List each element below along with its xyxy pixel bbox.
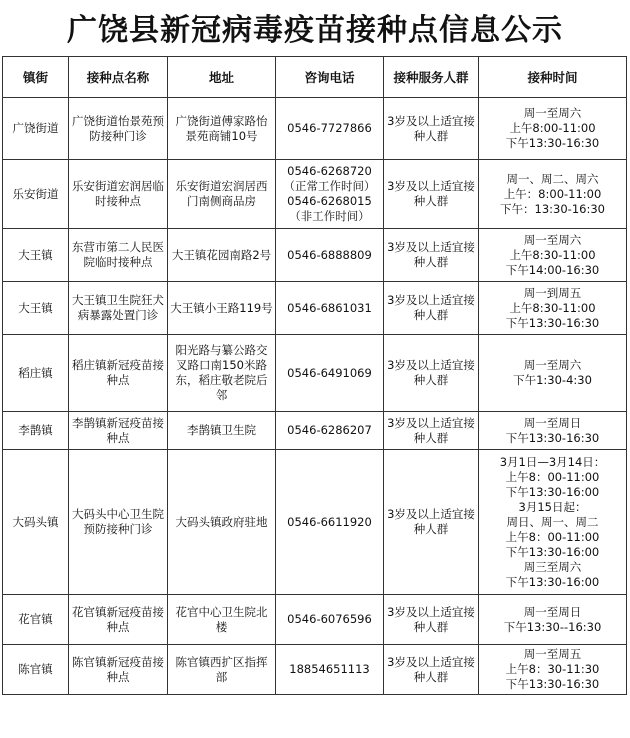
table-header-row (3, 57, 627, 98)
time-line: 上午8：00-11:00 (505, 529, 600, 544)
phone-line: 0546-6611920 (287, 514, 372, 529)
table-row (3, 282, 627, 335)
cell-address: 乐安街道宏润居西门南侧商品房 (168, 160, 276, 229)
cell-service-group: 3岁及以上适宜接种人群 (384, 412, 479, 450)
cell-service-group: 3岁及以上适宜接种人群 (384, 450, 479, 595)
table-row (3, 595, 627, 645)
phone-line: 18854651113 (289, 662, 370, 676)
phone-line: （正常工作时间） (283, 179, 376, 193)
time-line: 下午1:30-4:30 (513, 373, 592, 387)
page-title: 广饶县新冠病毒疫苗接种点信息公示 (67, 13, 563, 48)
time-line: 周一至周六 (523, 358, 582, 372)
time-line: 上午8：00-11:00 (505, 469, 600, 484)
phone-line: 0546-7727866 (287, 121, 372, 135)
cell-town: 广饶街道 (3, 98, 69, 160)
time-line: 3月15日起： (518, 499, 587, 514)
cell-site-name: 大王镇卫生院狂犬病暴露处置门诊 (69, 282, 168, 335)
cell-service-group: 3岁及以上适宜接种人群 (384, 335, 479, 412)
time-line: 上午8:00-11:00 (509, 121, 596, 135)
header-vaccination-time: 接种时间 (479, 57, 627, 98)
time-line: 周日、周一、周二 (506, 514, 599, 529)
cell-phone (276, 335, 384, 412)
phone-line: 0546-6268015 (287, 194, 372, 208)
table-row (3, 229, 627, 282)
cell-town: 大王镇 (3, 282, 69, 335)
time-line: 周一至周日 (523, 415, 582, 430)
cell-service-group: 3岁及以上适宜接种人群 (384, 98, 479, 160)
cell-town: 乐安街道 (3, 160, 69, 229)
cell-site-name: 广饶街道怡景苑预防接种门诊 (69, 98, 168, 160)
cell-phone (276, 282, 384, 335)
phone-line: （非工作时间） (289, 209, 370, 223)
phone-line: 0546-6268720 (287, 164, 372, 178)
time-line: 周一、周二、周六 (506, 171, 599, 186)
time-line: 下午13:30-16:30 (505, 136, 600, 150)
cell-vaccination-time (479, 335, 627, 412)
time-line: 上午8:30-11:00 (509, 247, 596, 262)
time-line: 下午13:30-16:00 (505, 574, 600, 589)
cell-vaccination-time (479, 645, 627, 695)
cell-vaccination-time (479, 229, 627, 282)
time-line: 3月1日—3月14日： (499, 454, 606, 469)
cell-address: 陈官镇西扩区指挥部 (168, 645, 276, 695)
cell-vaccination-time (479, 98, 627, 160)
cell-phone (276, 160, 384, 229)
cell-vaccination-time (479, 450, 627, 595)
cell-phone (276, 229, 384, 282)
time-line: 下午13:30-16:00 (505, 484, 600, 499)
time-line: 上午8:30-11:00 (509, 300, 596, 315)
phone-line: 0546-6491069 (287, 365, 372, 380)
phone-line: 0546-6888809 (287, 247, 372, 262)
cell-phone (276, 98, 384, 160)
cell-site-name: 东营市第二人民医院临时接种点 (69, 229, 168, 282)
time-line: 下午13:30-16:30 (505, 430, 600, 445)
table-row (3, 335, 627, 412)
time-line: 上午：8:00-11:00 (503, 186, 602, 201)
cell-service-group: 3岁及以上适宜接种人群 (384, 645, 479, 695)
cell-site-name: 大码头中心卫生院预防接种门诊 (69, 450, 168, 595)
header-phone: 咨询电话 (276, 57, 384, 98)
cell-site-name: 乐安街道宏润居临时接种点 (69, 160, 168, 229)
cell-site-name: 李鹊镇新冠疫苗接种点 (69, 412, 168, 450)
time-line: 下午14:00-16:30 (505, 262, 600, 277)
table-row (3, 645, 627, 695)
time-line: 上午8：30-11:30 (505, 662, 600, 676)
cell-site-name: 花官镇新冠疫苗接种点 (69, 595, 168, 645)
time-line: 下午13:30-16:30 (505, 677, 600, 691)
header-town: 镇街 (3, 57, 69, 98)
cell-town: 大王镇 (3, 229, 69, 282)
cell-site-name: 稻庄镇新冠疫苗接种点 (69, 335, 168, 412)
time-line: 下午13:30-16:00 (505, 544, 600, 559)
cell-service-group: 3岁及以上适宜接种人群 (384, 595, 479, 645)
cell-address: 大码头镇政府驻地 (168, 450, 276, 595)
cell-service-group: 3岁及以上适宜接种人群 (384, 160, 479, 229)
cell-town: 陈官镇 (3, 645, 69, 695)
cell-phone (276, 450, 384, 595)
time-line: 周一至周六 (523, 106, 582, 120)
cell-phone (276, 595, 384, 645)
cell-vaccination-time (479, 412, 627, 450)
table-row (3, 450, 627, 595)
vaccination-sites-table (2, 56, 627, 695)
time-line: 周三至周六 (523, 559, 582, 574)
table-row (3, 412, 627, 450)
time-line: 周一到周五 (523, 285, 582, 300)
cell-phone (276, 412, 384, 450)
header-site-name: 接种点名称 (69, 57, 168, 98)
cell-site-name: 陈官镇新冠疫苗接种点 (69, 645, 168, 695)
cell-town: 李鹊镇 (3, 412, 69, 450)
time-line: 周一至周六 (523, 232, 582, 247)
cell-vaccination-time (479, 282, 627, 335)
cell-address: 大王镇小王路119号 (168, 282, 276, 335)
time-line: 下午13:30--16:30 (503, 619, 602, 634)
cell-service-group: 3岁及以上适宜接种人群 (384, 229, 479, 282)
time-line: 下午13:30-16:30 (505, 315, 600, 330)
cell-town: 花官镇 (3, 595, 69, 645)
cell-address: 广饶街道傅家路怡景苑商铺10号 (168, 98, 276, 160)
phone-line: 0546-6861031 (287, 300, 372, 315)
cell-town: 稻庄镇 (3, 335, 69, 412)
cell-address: 李鹊镇卫生院 (168, 412, 276, 450)
phone-line: 0546-6286207 (287, 423, 372, 437)
time-line: 周一至周五 (523, 647, 582, 661)
phone-line: 0546-6076596 (287, 612, 372, 626)
time-line: 周一至周日 (523, 604, 582, 619)
cell-address: 花官中心卫生院北楼 (168, 595, 276, 645)
cell-address: 大王镇花园南路2号 (168, 229, 276, 282)
cell-town: 大码头镇 (3, 450, 69, 595)
header-address: 地址 (168, 57, 276, 98)
cell-service-group: 3岁及以上适宜接种人群 (384, 282, 479, 335)
cell-phone (276, 645, 384, 695)
header-service-group: 接种服务人群 (384, 57, 479, 98)
table-row (3, 160, 627, 229)
table-row (3, 98, 627, 160)
cell-vaccination-time (479, 595, 627, 645)
time-line: 下午：13:30-16:30 (500, 201, 605, 216)
cell-vaccination-time (479, 160, 627, 229)
cell-address: 阳光路与纂公路交叉路口南150米路东，稻庄敬老院后邻 (168, 335, 276, 412)
